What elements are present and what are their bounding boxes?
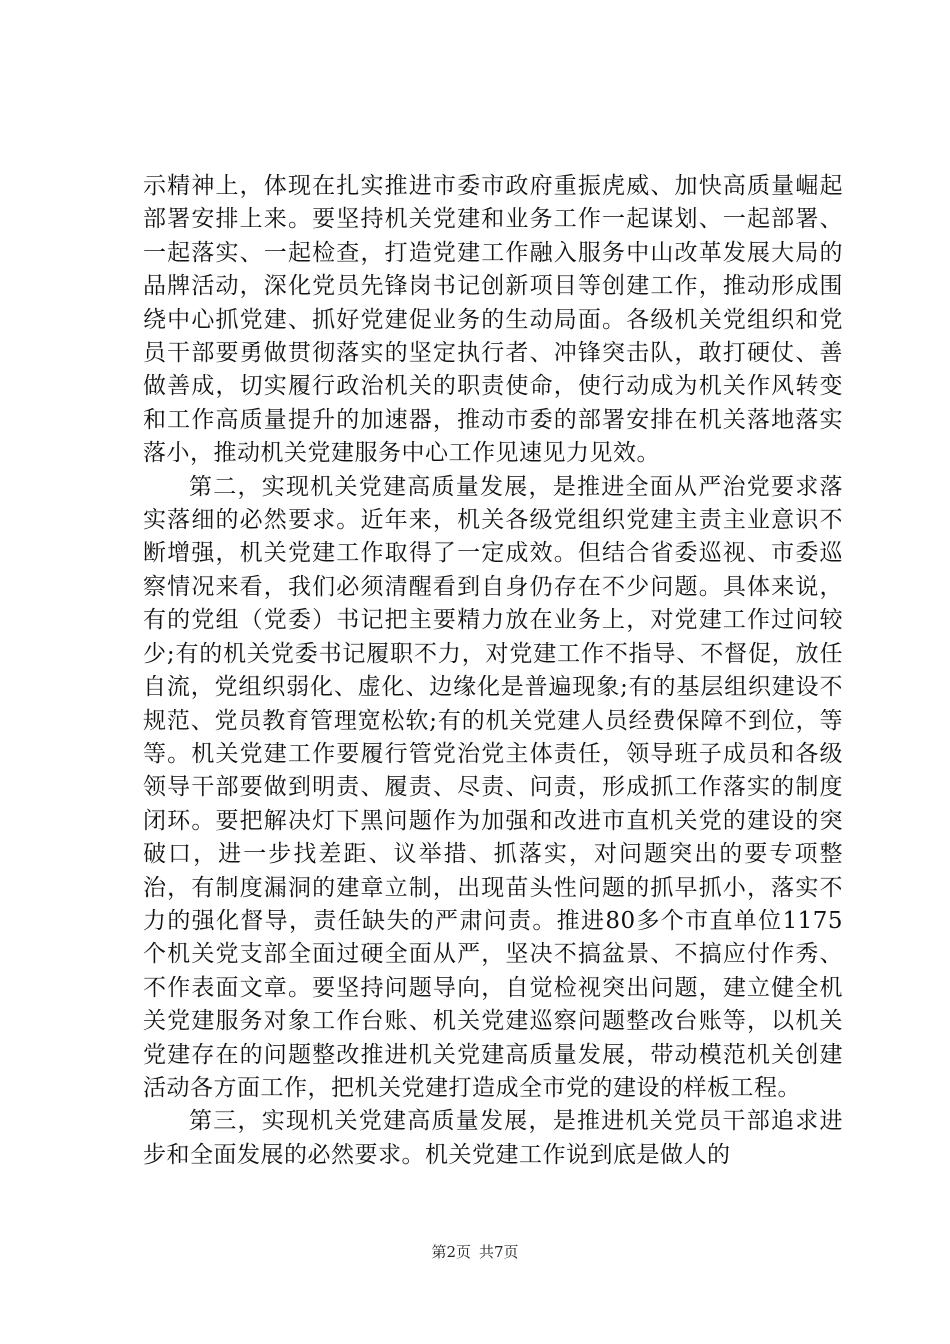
paragraph-3: 第三，实现机关党建高质量发展，是推进机关党员干部追求进步和全面发展的必然要求。机关党建工作说到底是做人的 [143, 1108, 843, 1168]
page-footer [0, 1242, 950, 1262]
page-number: 第2页 [431, 1243, 471, 1261]
paragraph-1: 示精神上，体现在扎实推进市委市政府重振虎威、加快高质量崛起部署安排上来。要坚持机关党建和业务工作一起谋划、一起部署、一起落实、一起检查，打造党建工作融入服务中山改革发展大局的品牌活动，深化党员先锋岗书记创新项目等创建工作，推动形成围绕中心抓党建、抓好党建促业务的生动局面。各级机关党组织和党员干部要勇做贯彻落实的坚定执行者、冲锋突击队，敢打硬仗、善做善成，切实履行政治机关的职责使命，使行动成为机关作风转变和工作高质量提升的加速器，推动市委的部署安排在机关落地落实落小，推动机关党建服务中心工作见速见力见效。 [143, 173, 843, 467]
paragraph-2: 第二，实现机关党建高质量发展，是推进全面从严治党要求落实落细的必然要求。近年来，机关各级党组织党建主责主业意识不断增强，机关党建工作取得了一定成效。但结合省委巡视、市委巡察情况来看，我们必须清醒看到自身仍存在不少问题。具体来说，有的党组（党委）书记把主要精力放在业务上，对党建工作过问较少;有的机关党委书记履职不力，对党建工作不指导、不督促，放任自流，党组织弱化、虚化、边缘化是普遍现象;有的基层组织建设不规范、党员教育管理宽松软;有的机关党建人员经费保障不到位，等等。机关党建工作要履行管党治党主体责任，领导班子成员和各级领导干部要做到明责、履责、尽责、问责，形成抓工作落实的制度闭环。要把解决灯下黑问题作为加强和改进市直机关党的建设的突破口，进一步找差距、议举措、抓落实，对问题突出的要专项整治，有制度漏洞的建章立制，出现苗头性问题的抓早抓小，落实不力的强化督导，责任缺失的严肃问责。推进80多个市直单位1175个机关党支部全面过硬全面从严，坚决不搞盆景、不搞应付作秀、不作表面文章。要坚持问题导向，自觉检视突出问题，建立健全机关党建服务对象工作台账、机关党建巡察问题整改台账等，以机关党建存在的问题整改推进机关党建高质量发展，带动模范机关创建活动各方面工作，把机关党建打造成全市党的建设的样板工程。 [143, 473, 843, 1101]
document-body [143, 170, 843, 1172]
page-total: 共7页 [479, 1243, 519, 1261]
